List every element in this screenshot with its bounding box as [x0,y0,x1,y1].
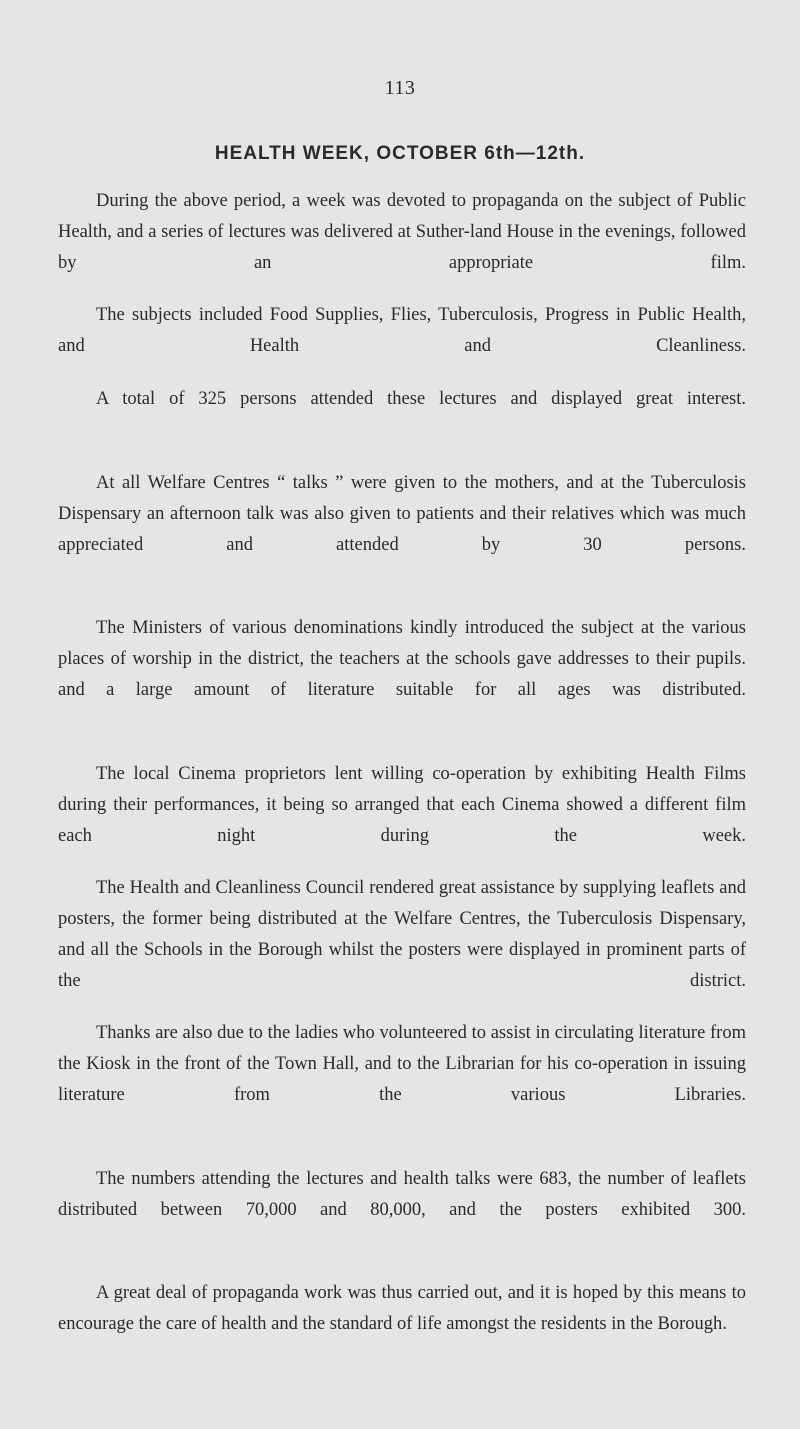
paragraph-welfare-talks: At all Welfare Centres “ talks ” were given to the mothers, and at the Tuberculosis Dispensary an afternoon talk was also given to patients and their relatives which was much appreciated and attended by 30 persons. [58,473,746,555]
paragraph-subjects: The subjects included Food Supplies, Flies, Tuberculosis, Progress in Public Health, and Health and Cleanliness. [58,305,746,356]
paragraph-health-week-intro: During the above period, a week was devoted to propaganda on the subject of Public Health, and a series of lectures was delivered at Suther-land House in the evenings, followed by an appropriate film. [58,191,746,273]
paragraph-conclusion: A great deal of propaganda work was thus carried out, and it is hoped by this means to encourage the care of health and the standard of life amongst the residents in the Borough. [58,1283,746,1334]
paragraph-attendance: A total of 325 persons attended these lectures and displayed great interest. [96,389,746,409]
section-heading: HEALTH WEEK, OCTOBER 6th—12th. [214,143,586,164]
paragraph-thanks: Thanks are also due to the ladies who volunteered to assist in circulating literature from the Kiosk in the front of the Town Hall, and to the Librarian for his co-operation in issuing literature from the various Libraries. [58,1023,746,1105]
paragraph-health-council: The Health and Cleanliness Council rendered great assistance by supplying leaflets and posters, the former being distributed at the Welfare Centres, the Tuberculosis Dispensary, and all the Schools in the Borough whilst the posters were displayed in prominent parts of the district. [58,878,746,991]
paragraph-numbers: The numbers attending the lectures and health talks were 683, the number of leaflets distributed between 70,000 and 80,000, and the posters exhibited 300. [58,1169,746,1220]
paragraph-cinema: The local Cinema proprietors lent willing co-operation by exhibiting Health Films during their performances, it being so arranged that each Cinema showed a different film each night during the week. [58,764,746,846]
page-number: 113 [384,77,416,99]
paragraph-ministers-teachers: The Ministers of various denominations kindly introduced the subject at the various places of worship in the district, the teachers at the schools gave addresses to their pupils. and a large amount of literature suitable for all ages was distributed. [58,618,746,700]
